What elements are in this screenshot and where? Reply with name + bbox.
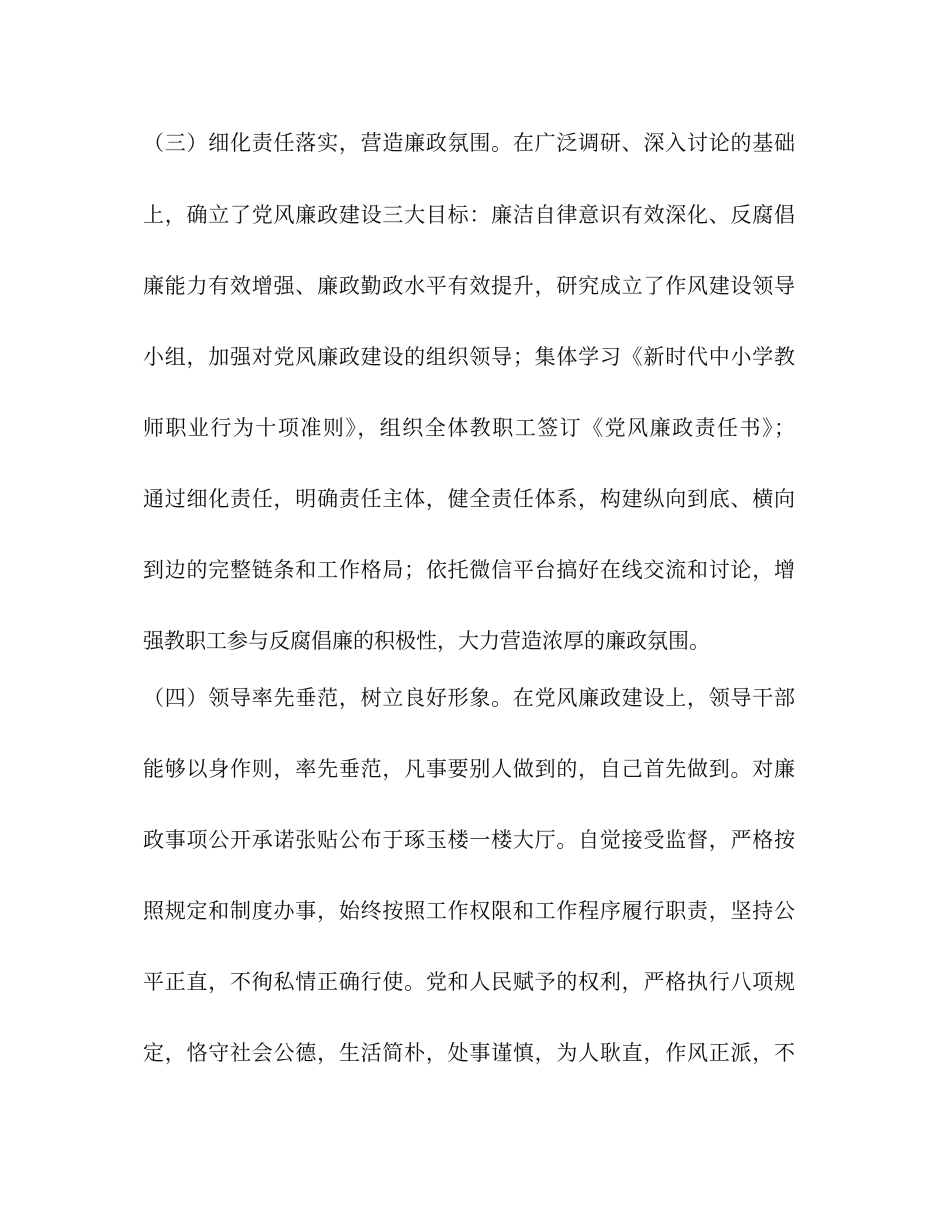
text-line: 到边的完整链条和工作格局；依托微信平台搞好在线交流和讨论，增: [143, 558, 796, 582]
text-line: 定，恪守社会公德，生活简朴，处事谨慎，为人耿直，作风正派，不: [143, 1041, 796, 1065]
text-line: 照规定和制度办事，始终按照工作权限和工作程序履行职责，坚持公: [143, 899, 796, 923]
text-line: 师职业行为十项准则》，组织全体教职工签订《党风廉政责任书》；: [143, 416, 797, 440]
text-line: 政事项公开承诺张贴公布于琢玉楼一楼大厅。自觉接受监督，严格按: [143, 828, 796, 852]
text-line: 通过细化责任，明确责任主体，健全责任体系，构建纵向到底、横向: [143, 487, 796, 511]
text-line: 强教职工参与反腐倡廉的积极性，大力营造浓厚的廉政氛围。: [143, 629, 710, 653]
text-line: 廉能力有效增强、廉政勤政水平有效提升，研究成立了作风建设领导: [143, 274, 796, 298]
text-line: （三）细化责任落实，营造廉政氛围。在广泛调研、深入讨论的基础: [143, 131, 796, 155]
text-line: 小组，加强对党风廉政建设的组织领导；集体学习《新时代中小学教: [143, 345, 796, 369]
text-line: （四）领导率先垂范，树立良好形象。在党风廉政建设上，领导干部: [143, 686, 796, 710]
text-line: 能够以身作则，率先垂范，凡事要别人做到的，自己首先做到。对廉: [143, 757, 796, 781]
text-line: 平正直，不徇私情正确行使。党和人民赋予的权利，严格执行八项规: [143, 970, 796, 994]
text-line: 上，确立了党风廉政建设三大目标：廉洁自律意识有效深化、反腐倡: [143, 203, 796, 227]
